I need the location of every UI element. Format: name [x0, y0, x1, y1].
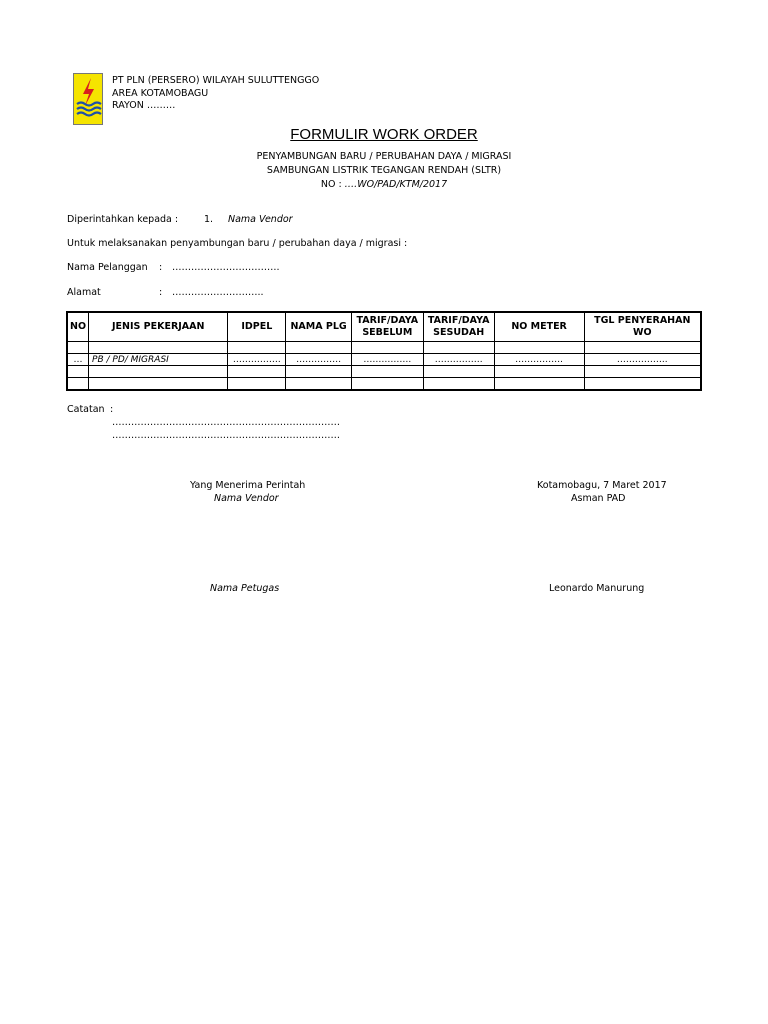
assigned-index: 1.	[204, 214, 214, 225]
notes-colon: :	[110, 404, 114, 415]
customer-address-label: Alamat	[67, 287, 101, 298]
assigned-to-label: Diperintahkan kepada :	[67, 214, 179, 225]
col-header-handover-date: TGL PENYERAHAN WO	[584, 312, 701, 342]
table-cell[interactable]: PB / PD/ MIGRASI	[89, 354, 228, 366]
table-cell[interactable]	[351, 342, 423, 354]
col-header-no: NO	[67, 312, 89, 342]
table-cell[interactable]	[67, 378, 89, 391]
customer-address-value: ………………………..	[172, 287, 264, 298]
col-header-tariff-after: TARIF/DAYA SESUDAH	[423, 312, 494, 342]
table-cell[interactable]	[351, 378, 423, 391]
col-header-job-type: JENIS PEKERJAAN	[89, 312, 228, 342]
table-cell[interactable]	[584, 378, 701, 391]
work-order-table	[66, 311, 702, 391]
table-cell[interactable]	[67, 366, 89, 378]
purpose-text: Untuk melaksanakan penyambungan baru / perubahan daya / migrasi :	[67, 238, 408, 249]
issuer-place-date: Kotamobagu, 7 Maret 2017	[537, 480, 667, 491]
table-row	[67, 378, 701, 391]
table-cell[interactable]	[584, 366, 701, 378]
table-cell[interactable]	[286, 366, 352, 378]
table-cell[interactable]	[89, 378, 228, 391]
company-name: PT PLN (PERSERO) WILAYAH SULUTTENGGO	[112, 75, 320, 86]
table-cell[interactable]: ……………..	[584, 354, 701, 366]
form-title: FORMULIR WORK ORDER	[290, 126, 478, 143]
notes-line-1: ………………………………………………………………	[112, 417, 340, 428]
table-cell[interactable]	[228, 366, 286, 378]
company-area: AREA KOTAMOBAGU	[112, 87, 209, 99]
table-cell[interactable]: …………….	[351, 354, 423, 366]
table-cell[interactable]	[286, 378, 352, 391]
col-header-idpel: IDPEL	[228, 312, 286, 342]
form-subtitle-2: SAMBUNGAN LISTRIK TEGANGAN RENDAH (SLTR)	[266, 165, 502, 176]
table-cell[interactable]	[423, 366, 494, 378]
table-header-row	[67, 312, 701, 342]
receiver-name: Nama Petugas	[210, 583, 280, 594]
pln-logo-icon	[73, 73, 103, 125]
issuer-name: Leonardo Manurung	[549, 583, 645, 594]
table-cell[interactable]	[228, 378, 286, 391]
table-cell[interactable]: …………….	[423, 354, 494, 366]
table-cell[interactable]	[494, 378, 584, 391]
issuer-title: Asman PAD	[571, 493, 626, 504]
table-cell[interactable]	[423, 378, 494, 391]
notes-line-2: ………………………………………………………………	[112, 430, 340, 441]
form-number	[0, 179, 768, 191]
table-cell[interactable]	[228, 342, 286, 354]
col-header-meter-no: NO METER	[494, 312, 584, 342]
customer-name-value: …………………………….	[172, 262, 280, 273]
table-cell[interactable]	[351, 366, 423, 378]
table-row	[67, 342, 701, 354]
customer-name-colon: :	[159, 262, 163, 273]
col-header-customer-name: NAMA PLG	[286, 312, 352, 342]
form-subtitle-1: PENYAMBUNGAN BARU / PERUBAHAN DAYA / MIGRASI	[256, 151, 512, 162]
customer-name-label: Nama Pelanggan	[67, 262, 148, 273]
customer-address-colon: :	[159, 287, 163, 298]
table-cell[interactable]	[494, 366, 584, 378]
table-row	[67, 366, 701, 378]
col-header-tariff-before: TARIF/DAYA SEBELUM	[351, 312, 423, 342]
table-cell[interactable]: ……………	[286, 354, 352, 366]
notes-label: Catatan	[67, 404, 105, 415]
table-cell[interactable]: …	[67, 354, 89, 366]
table-cell[interactable]	[67, 342, 89, 354]
table-cell[interactable]	[423, 342, 494, 354]
table-cell[interactable]	[89, 366, 228, 378]
table-cell[interactable]	[89, 342, 228, 354]
table-cell[interactable]	[494, 342, 584, 354]
table-cell[interactable]: …………….	[494, 354, 584, 366]
form-number-value: ….WO/PAD/KTM/2017	[344, 179, 448, 190]
company-rayon: RAYON ………	[112, 100, 176, 112]
company-block	[112, 75, 319, 113]
table-row	[67, 354, 701, 366]
receiver-vendor: Nama Vendor	[214, 493, 279, 504]
receiver-title: Yang Menerima Perintah	[190, 480, 306, 491]
table-cell[interactable]: …………….	[228, 354, 286, 366]
form-number-label: NO :	[320, 179, 345, 190]
assigned-vendor: Nama Vendor	[228, 214, 293, 225]
table-cell[interactable]	[584, 342, 701, 354]
table-cell[interactable]	[286, 342, 352, 354]
